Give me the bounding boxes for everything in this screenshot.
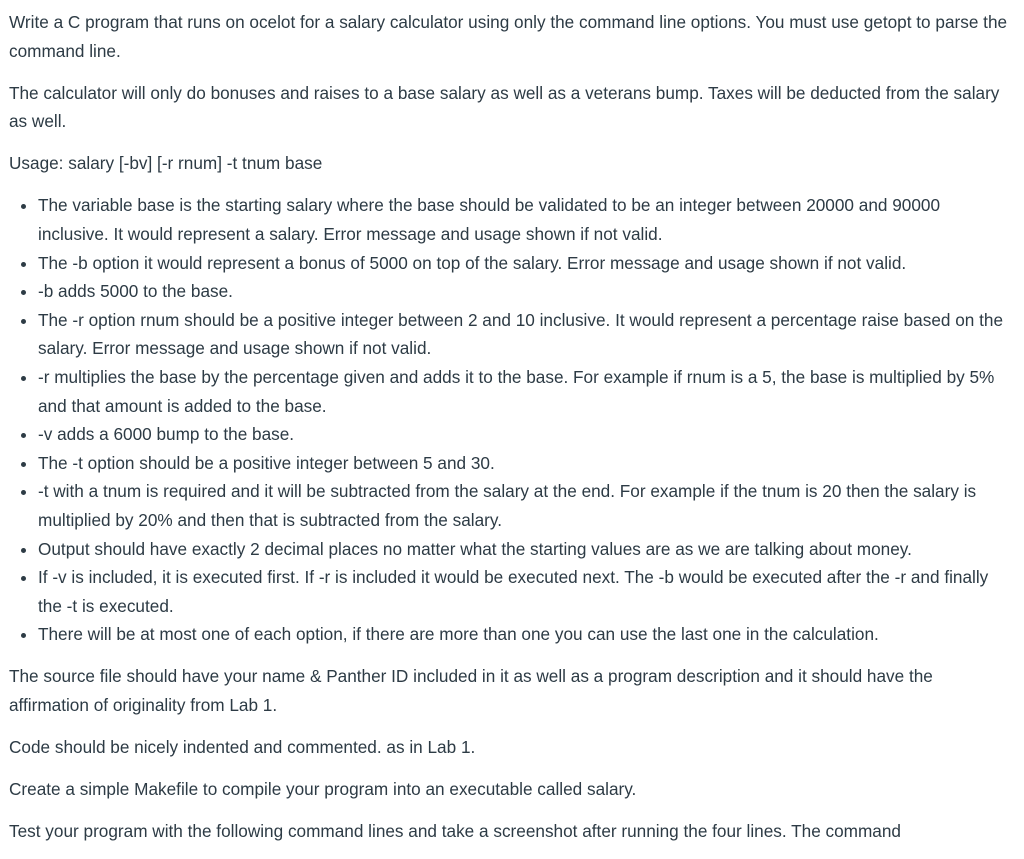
list-item: • The variable base is the starting salary where the base should be validated to be an integer between 20000 and 90000 inclusive. It would represent a salary. Error message and usage shown if not valid. [38, 191, 1010, 248]
list-item: • There will be at most one of each option, if there are more than one you can use the last one in the calculation. [38, 620, 1010, 649]
requirements-list [9, 191, 1010, 649]
list-item: • -b adds 5000 to the base. [38, 277, 1010, 306]
intro-paragraph-2: The calculator will only do bonuses and raises to a base salary as well as a veterans bump. Taxes will be deducted from the salary as well. [9, 82, 1000, 132]
list-item: • -t with a tnum is required and it will be subtracted from the salary at the end. For example if the tnum is 20 then the salary is multiplied by 20% and then that is subtracted from the salary. [38, 477, 1010, 534]
intro-paragraph-1: Write a C program that runs on ocelot for a salary calculator using only the command line options. You must use getopt to parse the command line. [9, 12, 1008, 61]
usage-line: Usage: salary [-bv] [-r rnum] -t tnum base [9, 153, 323, 174]
list-item: • The -t option should be a positive integer between 5 and 30. [38, 449, 1010, 478]
source-file-paragraph: The source file should have your name & Panther ID included in it as well as a program description and it should have the affirmation of originality from Lab 1. [9, 665, 933, 715]
list-item: • -r multiplies the base by the percentage given and adds it to the base. For example if rnum is a 5, the base is multiplied by 5% and that amount is added to the base. [38, 363, 1010, 420]
test-paragraph: Test your program with the following command lines and take a screenshot after running the four lines. The command [9, 820, 901, 841]
list-item: • If -v is included, it is executed first. If -r is included it would be executed next. The -b would be executed after the -r and finally the -t is executed. [38, 563, 1010, 620]
code-style-paragraph: Code should be nicely indented and commented. as in Lab 1. [9, 736, 476, 757]
list-item: • The -r option rnum should be a positive integer between 2 and 10 inclusive. It would represent a percentage raise based on the salary. Error message and usage shown if not valid. [38, 306, 1010, 363]
list-item: • Output should have exactly 2 decimal places no matter what the starting values are as we are talking about money. [38, 535, 1010, 564]
list-item: • The -b option it would represent a bonus of 5000 on top of the salary. Error message and usage shown if not valid. [38, 249, 1010, 278]
list-item: • -v adds a 6000 bump to the base. [38, 420, 1010, 449]
makefile-paragraph: Create a simple Makefile to compile your program into an executable called salary. [9, 778, 637, 799]
